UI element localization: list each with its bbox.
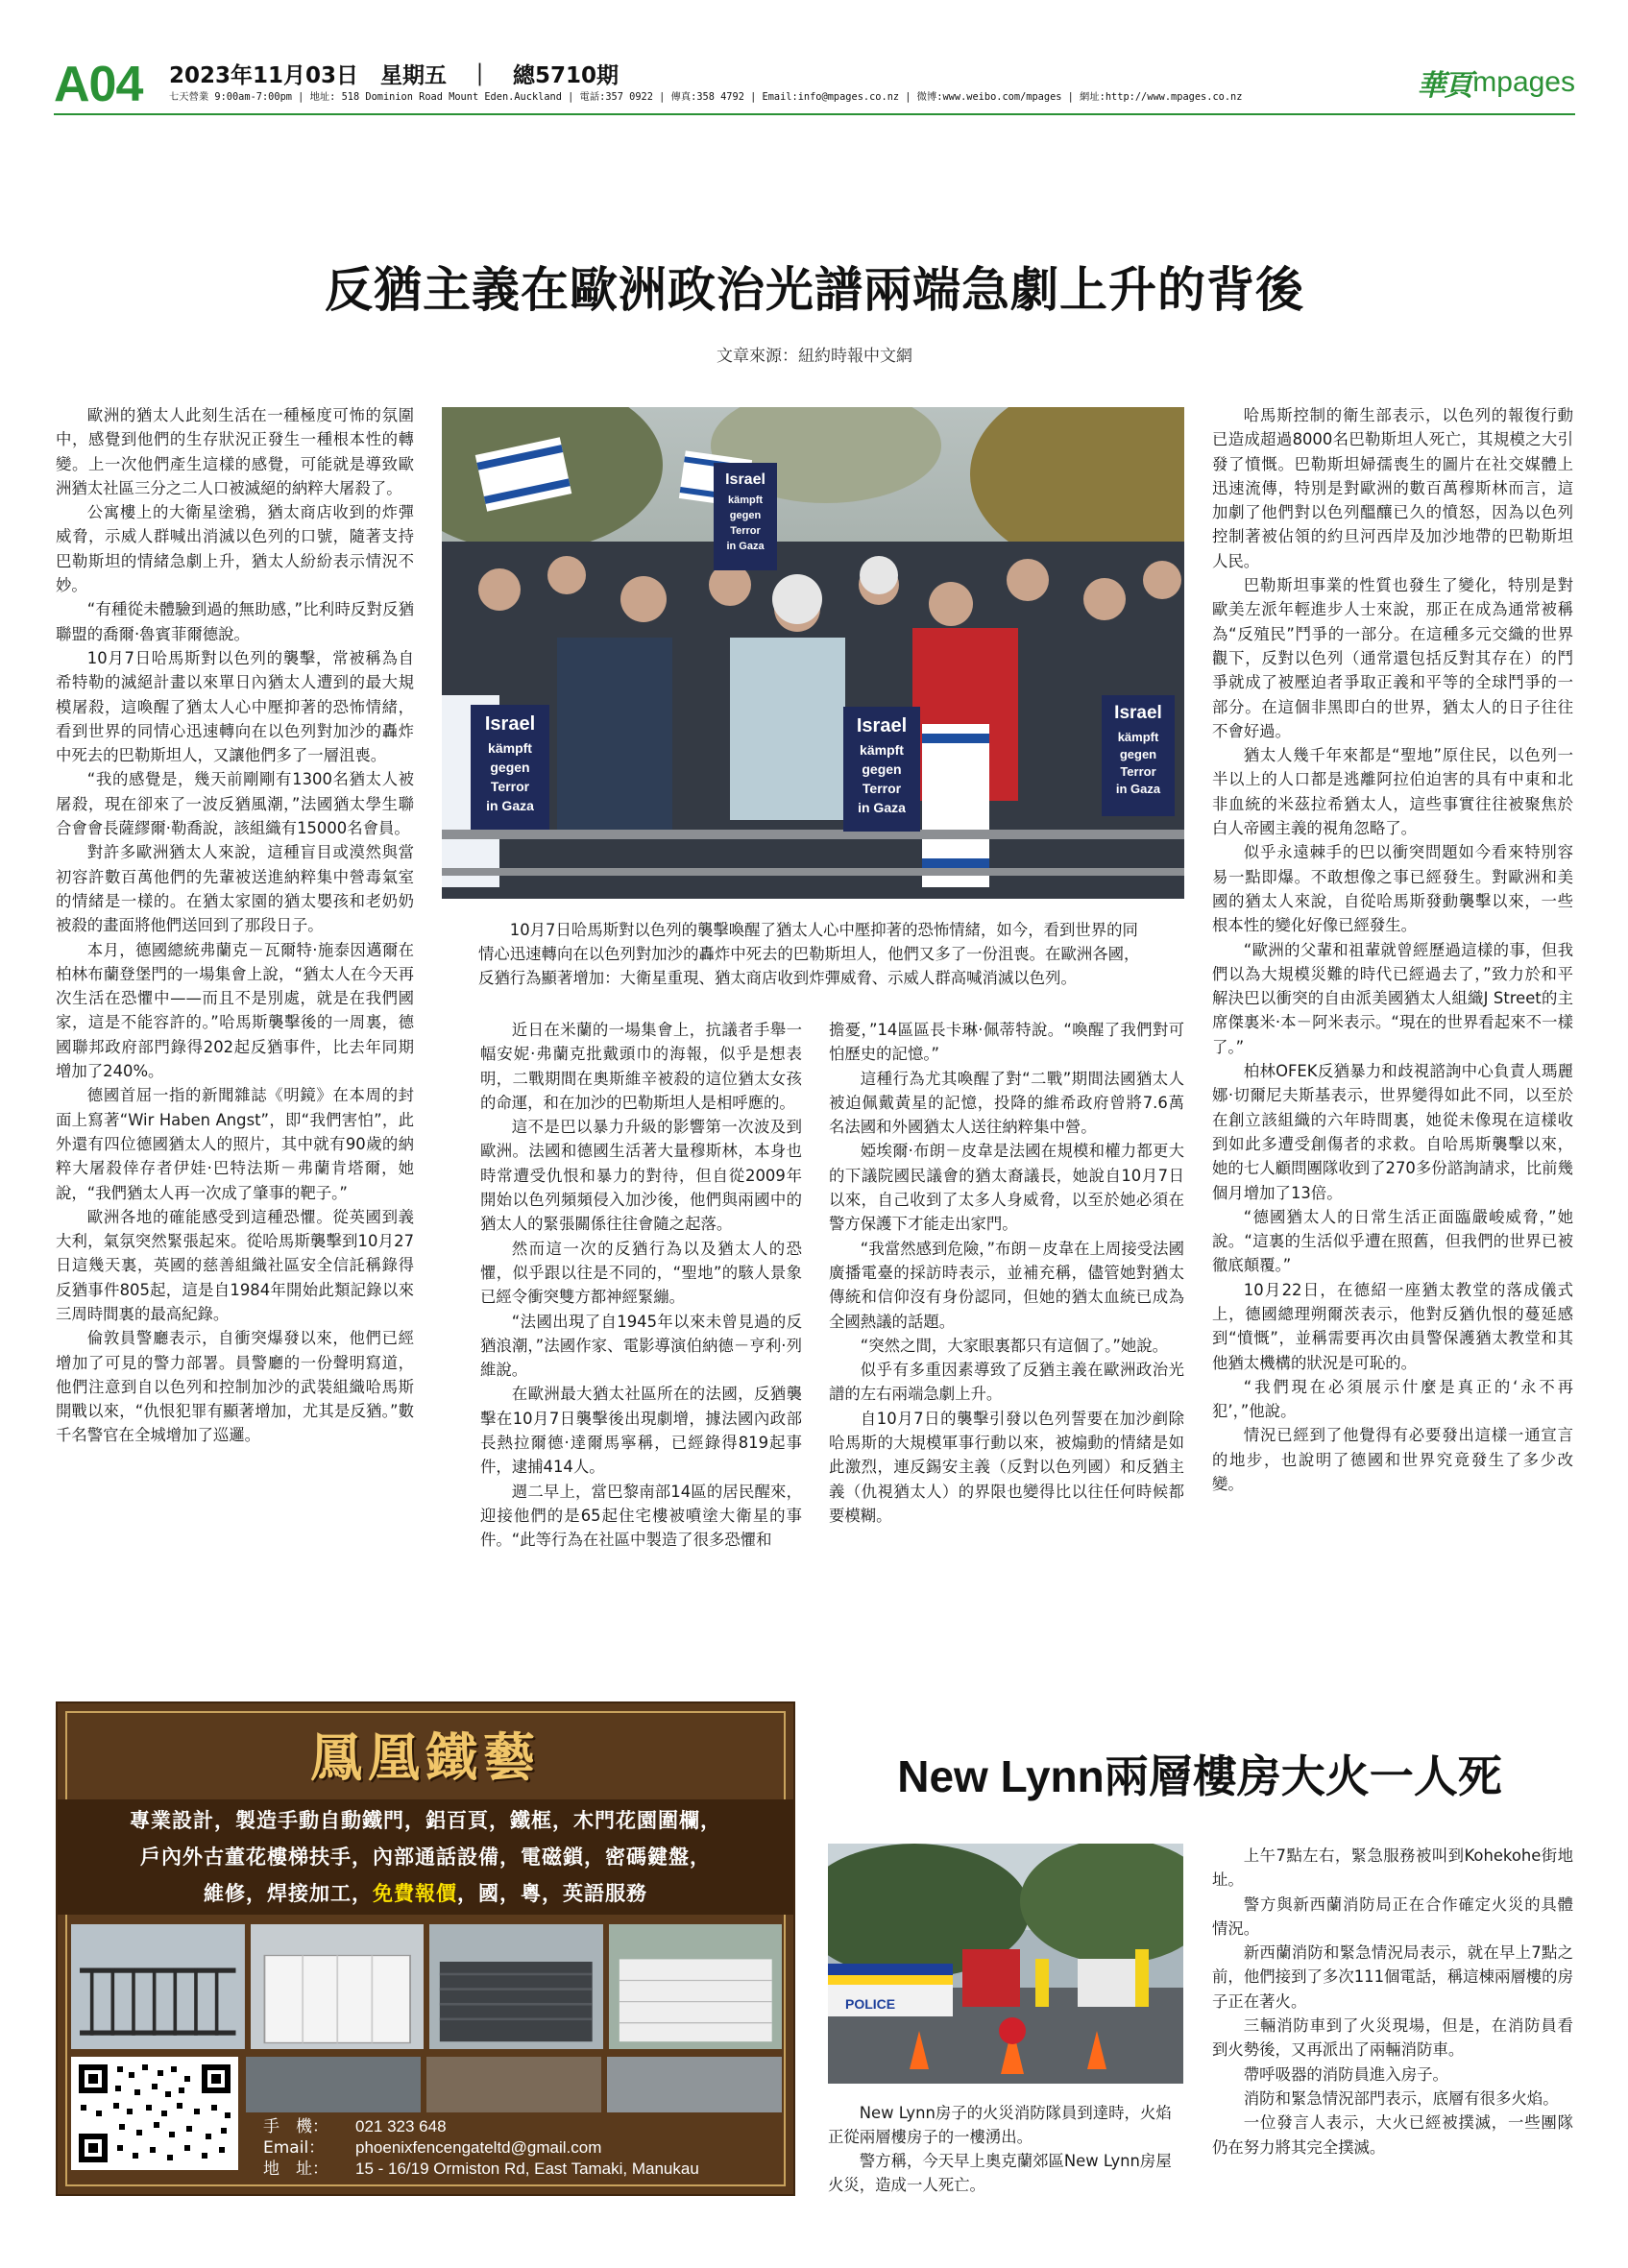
gate-photo [607, 2057, 782, 2112]
paragraph: 消防和緊急情況部門表示，底層有很多火焰。 [1243, 2088, 1559, 2108]
paragraph: 10月7日哈馬斯對以色列的襲擊，常被稱為自希特勒的滅絕計畫以來單日內猶太人遭到的最大規模屠殺，這喚醒了猶太人心中壓抑著的恐怖情緒，看到世界的同情心迅速轉向在以色列對加沙的轟炸中死去的巴勒斯坦人，又讓他們多了一層沮喪。 [56, 648, 414, 765]
fire-photo-caption [828, 2101, 1183, 2197]
sign-2-line-3: gegen [862, 761, 902, 777]
address-label: 地 址： [263, 2159, 328, 2179]
paragraph: 然而這一次的反猶行為以及猶太人的恐懼，似乎跟以往是不同的，“聖地”的駭人景象已經令衝突雙方都神經緊繃。 [480, 1239, 802, 1307]
caption-text: 警方稱，今天早上奧克蘭郊區New Lynn房屋火災，造成一人死亡。 [828, 2152, 1172, 2194]
ad-gate-photos-row-2 [246, 2057, 782, 2112]
photo-caption [478, 918, 1151, 990]
paragraph: 似乎有多重因素導致了反猶主義在歐洲政治光譜的左右兩端急劇上升。 [829, 1361, 1184, 1404]
logo-text: mpages [1472, 66, 1575, 98]
sign-1-line-5: in Gaza [726, 541, 765, 552]
paragraph: 巴勒斯坦事業的性質也發生了變化，特別是對歐美左派年輕進步人士來說，那正在成為通常被稱為“反殖民”鬥爭的一部分。在這種多元交織的世界觀下，反對以色列（通常還包括反對其存在）的鬥爭就成了被壓迫者爭取正義和平等的全球鬥爭的一部分。在這個非黑即白的世界，猶太人的日子往往不會好過。 [1212, 576, 1573, 740]
sign-2-line-4: Terror [862, 781, 902, 796]
qr-code[interactable] [71, 2057, 238, 2170]
rally-photo-illustration [442, 407, 1184, 899]
paragraph: 本月，德國總統弗蘭克－瓦爾特·施泰因邁爾在柏林布蘭登堡門的一場集會上說，“猶太人在今天再次生活在恐懼中——而且不是別處，就是在我們國家，這是不能容許的。”哈馬斯襲擊後的一周裏，德國聯邦政府部門錄得202起反猶事件，比去年同期增加了240%。 [56, 940, 414, 1081]
paragraph: 三輛消防車到了火災現場，但是，在消防員看到火勢後，又再派出了兩輛消防車。 [1212, 2016, 1573, 2060]
gate-photo [426, 2057, 601, 2112]
paragraph: 帶呼吸器的消防員進入房子。 [1243, 2064, 1448, 2084]
paragraph: 這不是巴以暴力升級的影響第一次波及到歐洲。法國和德國生活著大量穆斯林，本身也時常遭受仇恨和暴力的對待，但自從2009年開始以色列頻頻侵入加沙後，他們與兩國中的猶太人的緊張關係往往會隨之起落。 [480, 1118, 802, 1234]
paragraph: 德國首屈一指的新聞雜誌《明鏡》在本周的封面上寫著“Wir Haben Angst”，即“我們害怕”，此外還有四位德國猶太人的照片，其中就有90歲的納粹大屠殺倖存者伊娃·巴特法斯－弗蘭肯塔爾，她說，“我們猶太人再一次成了肇事的靶子。” [56, 1086, 414, 1202]
logo-mark: 華頁 [1417, 69, 1471, 103]
article-column-1 [56, 403, 414, 1448]
rally-photo [442, 407, 1184, 899]
advertisement-phoenix-iron [56, 1701, 795, 2196]
sign-1-line-3: gegen [729, 510, 762, 521]
sign-3-line-4: Terror [490, 779, 530, 794]
ad-line3-part-b: ，國，粵，英語服務 [457, 1882, 647, 1905]
address-value: 15 - 16/19 Ormiston Rd, East Tamaki, Manukau [355, 2159, 699, 2178]
ad-service-line-3 [58, 1878, 793, 1907]
gate-photo [71, 1924, 245, 2049]
paragraph: 似乎永遠棘手的巴以衝突問題如今看來特別容易一點即爆。不敢想像之事已經發生。對歐洲和美國的猶太人來說，自從哈馬斯發動襲擊以來，一些根本性的變化好像已經發生。 [1212, 843, 1573, 935]
ad-title: 鳳凰鐵藝 [310, 1727, 541, 1788]
ad-contact-block [263, 2116, 699, 2180]
paragraph: 10月22日，在德紹一座猶太教堂的落成儀式上，德國總理朔爾茨表示，他對反猶仇恨的蔓延感到“憤慨”，並稱需要再次由員警保護猶太教堂和其他猶太機構的狀況是可恥的。 [1212, 1280, 1573, 1372]
sign-2-line-2: kämpft [860, 742, 904, 758]
article-column-2 [480, 1018, 802, 1553]
paragraph: 新西蘭消防和緊急情況局表示，就在早上7點之前，他們接到了多次111個電話，稱這棟兩層樓的房子正在著火。 [1212, 1943, 1573, 2011]
paragraph: “有種從未體驗到過的無助感，”比利時反對反猶聯盟的喬爾·魯賓菲爾德說。 [56, 600, 414, 643]
phone-value[interactable]: 021 323 648 [355, 2117, 447, 2135]
article2-headline-zh: 兩層樓房大火一人死 [1104, 1750, 1502, 1802]
fire-scene-photo [828, 1844, 1183, 2084]
sign-1-line-1: Israel [725, 471, 765, 488]
page-header [54, 56, 1575, 111]
paragraph: 警方與新西蘭消防局正在合作確定火災的具體情況。 [1212, 1894, 1573, 1938]
ad-service-line-2: 戶內外古董花樓梯扶手，內部通話設備，電磁鎖，密碼鍵盤， [140, 1846, 711, 1869]
sign-4-line-1: Israel [1114, 703, 1162, 723]
paragraph: 哈馬斯控制的衛生部表示，以色列的報復行動已造成超過8000名巴勒斯坦人死亡，其規模之大引發了憤慨。巴勒斯坦婦孺喪生的圖片在社交媒體上迅速流傳，特別是對歐洲的數百萬穆斯林而言，這加劇了他們對以色列醞釀已久的憤怒，因為以色列控制著被佔領的約旦河西岸及加沙地帶的巴勒斯坦人民。 [1212, 406, 1573, 570]
email-value[interactable]: phoenixfencengateltd@gmail.com [355, 2138, 602, 2157]
paragraph: 公寓樓上的大衛星塗鴉，猶太商店收到的炸彈威脅，示威人群喊出消滅以色列的口號，隨著支持巴勒斯坦的情緒急劇上升，猶太人紛紛表示情況不妙。 [56, 503, 414, 595]
caption-text: New Lynn房子的火災消防隊員到達時，火焰正從兩層樓房子的一樓湧出。 [828, 2104, 1172, 2146]
sign-4-line-4: Terror [1120, 764, 1156, 779]
mpages-logo [1417, 63, 1575, 102]
caption-text: 10月7日哈馬斯對以色列的襲擊喚醒了猶太人心中壓抑著的恐怖情緒，如今，看到世界的同情心迅速轉向在以色列對加沙的轟炸中死去的巴勒斯坦人，他們又多了一份沮喪。在歐洲各國，反猶行為顯著增加：大衛星重現、猶太商店收到炸彈威脅、示威人群高喊消滅以色列。 [478, 921, 1140, 987]
paragraph: 對許多歐洲猶太人來說，這種盲目或漠然與當初容許數百萬他們的先輩被送進納粹集中營毒氣室的情緒是一樣的。在猶太家園的猶太嬰孩和老奶奶被殺的畫面將他們送回到了那段日子。 [56, 843, 414, 935]
gate-photo [251, 1924, 425, 2049]
sign-4-line-2: kämpft [1117, 730, 1159, 744]
email-label: Email： [263, 2138, 326, 2158]
article2-headline-en: New Lynn [897, 1751, 1105, 1801]
paragraph: “德國猶太人的日常生活正面臨嚴峻威脅，”她說。“這裏的生活似乎遭在照舊，但我們的世界已被徹底顛覆。” [1212, 1207, 1573, 1275]
paragraph: “我當然感到危險，”布朗－皮韋在上周接受法國廣播電臺的採訪時表示，並補充稱，儘管她對猶太傳統和信仰沒有身份認同，但她的猶太血統已成為全國熱議的話題。 [829, 1239, 1184, 1331]
paragraph: “突然之間，大家眼裏都只有這個了。”她說。 [860, 1336, 1169, 1355]
sign-3-line-1: Israel [484, 713, 536, 735]
fire-scene-illustration [828, 1844, 1183, 2084]
paragraph: 近日在米蘭的一場集會上，抗議者手舉一幅安妮·弗蘭克批戴頭巾的海報，似乎是想表明，二戰期間在奧斯維辛被殺的這位猶太女孩的命運，和在加沙的巴勒斯坦人是相呼應的。 [480, 1021, 802, 1112]
article2-column [1212, 1844, 1573, 2159]
article-column-3 [829, 1018, 1184, 1528]
paragraph: 一位發言人表示，大火已經被撲滅，一些團隊仍在努力將其完全撲滅。 [1212, 2113, 1573, 2157]
paragraph: 歐洲的猶太人此刻生活在一種極度可怖的氛圍中，感覺到他們的生存狀況正發生一種根本性的轉變。上一次他們產生這樣的感覺，可能就是導致歐洲猶太社區三分之二人口被滅絕的納粹大屠殺了。 [56, 406, 414, 497]
sign-1-line-2: kämpft [727, 495, 764, 506]
paragraph: 情況已經到了他覺得有必要發出這樣一通宣言的地步，也說明了德國和世界究竟發生了多少改變。 [1212, 1426, 1573, 1494]
header-rule [54, 113, 1575, 115]
sign-2-line-1: Israel [856, 715, 908, 736]
paragraph: “法國出現了自1945年以來未曾見過的反猶浪潮，”法國作家、電影導演伯納德－亨利·列維說。 [480, 1312, 802, 1380]
sign-2-line-5: in Gaza [858, 800, 906, 815]
sign-3-line-5: in Gaza [486, 798, 534, 813]
article2-headline [824, 1742, 1575, 1805]
paragraph: 擔憂，”14區區長卡琳·佩蒂特說。“喚醒了我們對可怕歷史的記憶。” [829, 1021, 1184, 1064]
paragraph: “我的感覺是，幾天前剛剛有1300名猶太人被屠殺，現在卻來了一波反猶風潮，”法國猶太學生聯合會會長薩繆爾·勒喬說，該組織有15000名會員。 [56, 770, 414, 838]
paragraph: 自10月7日的襲擊引發以色列誓要在加沙剷除哈馬斯的大規模軍事行動以來，被煽動的情緒是如此激烈，連反錫安主義（反對以色列國）和反猶主義（仇視猶太人）的界限也變得比以往任何時候都要模糊。 [829, 1409, 1184, 1525]
article-headline: 反猶主義在歐洲政治光譜兩端急劇上升的背後 [325, 262, 1304, 318]
ad-service-line-1: 專業設計，製造手動自動鐵門，鋁百頁，鐵框，木門花園圍欄， [130, 1809, 721, 1832]
paragraph: 柏林OFEK反猶暴力和歧視諮詢中心負責人瑪麗娜·切爾尼夫斯基表示，世界變得如此不同，以至於在創立該組織的六年時間裏，她從未像現在這樣收到如此多遭受創傷者的求救。自哈馬斯襲擊以來，她的七人顧問團隊收到了270多份諮詢請求，比前幾個月增加了13倍。 [1212, 1062, 1573, 1202]
gate-photo [429, 1924, 603, 2049]
sign-3-line-3: gegen [490, 760, 530, 775]
paragraph: 週二早上，當巴黎南部14區的居民醒來，迎接他們的是65起住宅樓被噴塗大衛星的事件。“此等行為在社區中製造了很多恐懼和 [480, 1482, 802, 1550]
issue-date: 2023年11月03日 星期五 ｜ 總5710期 [169, 63, 620, 88]
article-column-4 [1212, 403, 1573, 1496]
paragraph: 倫敦員警廳表示，自衝突爆發以來，他們已經增加了可見的警力部署。員警廳的一份聲明寫道，他們注意到自以色列和控制加沙的武裝組織哈馬斯開戰以來，“仇恨犯罪有顯著增加，尤其是反猶。”數千名警官在全城增加了巡邏。 [56, 1329, 414, 1445]
paragraph: 婭埃爾·布朗－皮韋是法國在規模和權力都更大的下議院國民議會的猶太裔議長，她說自10月7日以來，自己收到了太多人身威脅，以至於她必須在警方保護下才能走出家門。 [829, 1142, 1184, 1234]
sign-4-line-5: in Gaza [1115, 782, 1161, 796]
sign-4-line-3: gegen [1119, 747, 1157, 761]
article-source: 文章來源：紐約時報中文網 [717, 347, 912, 366]
paragraph: 猶太人幾千年來都是“聖地”原住民，以色列一半以上的人口都是逃離阿拉伯迫害的具有中東和北非血統的米茲拉希猶太人，這些事實往往被聚焦於白人帝國主義的視角忽略了。 [1212, 746, 1573, 838]
sign-3-line-2: kämpft [488, 740, 532, 756]
police-car-text: POLICE [845, 1996, 896, 2012]
ad-gate-photos [71, 1924, 782, 2049]
paragraph: 上午7點左右，緊急服務被叫到Kohekohe街地址。 [1212, 1846, 1573, 1890]
paragraph: “歐洲的父輩和祖輩就曾經歷過這樣的事，但我們以為大規模災難的時代已經過去了，”致力於和平解決巴以衝突的自由派美國猶太人組織J Street的主席傑裏米·本－阿米表示。“現在的世界看起來不一樣了。” [1212, 940, 1573, 1056]
gate-photo [609, 1924, 783, 2049]
sign-1-line-4: Terror [730, 525, 761, 537]
paragraph: 這種行為尤其喚醒了對“二戰”期間法國猶太人被迫佩戴黃星的記憶，投降的維希政府曾將7.6萬名法國和外國猶太人送往納粹集中營。 [829, 1069, 1184, 1137]
ad-line3-part-a: 維修，焊接加工， [204, 1882, 373, 1905]
qr-code-graphic [71, 2057, 238, 2170]
paragraph: 在歐洲最大猶太社區所在的法國，反猶襲擊在10月7日襲擊後出現劇增，據法國內政部長熱拉爾德·達爾馬寧稱，已經錄得819起事件，逮捕414人。 [480, 1385, 802, 1477]
gate-photo [246, 2057, 421, 2112]
paragraph: 歐洲各地的確能感受到這種恐懼。從英國到義大利，氣氛突然緊張起來。從哈馬斯襲擊到10月27日這幾天裏，英國的慈善組織社區安全信託稱錄得反猶事件805起，這是自1984年開始此類記錄以來三周時間裏的最高紀錄。 [56, 1207, 414, 1323]
page-number: A04 [54, 57, 143, 112]
phone-label: 手 機： [263, 2117, 328, 2136]
contact-info-line: 七天營業 9:00am-7:00pm | 地址: 518 Dominion Road Mount Eden.Auckland | 電話:357 0922 | 傳真:358 4792 | Email:info@mpages.co.nz | 微博:www.weibo.com/mpages | 網址:http://www.mpages.co.nz [169, 91, 1243, 103]
paragraph: “我們現在必須展示什麼是真正的‘永不再犯’，”他說。 [1212, 1377, 1573, 1421]
ad-free-quote: 免費報價 [373, 1882, 457, 1905]
